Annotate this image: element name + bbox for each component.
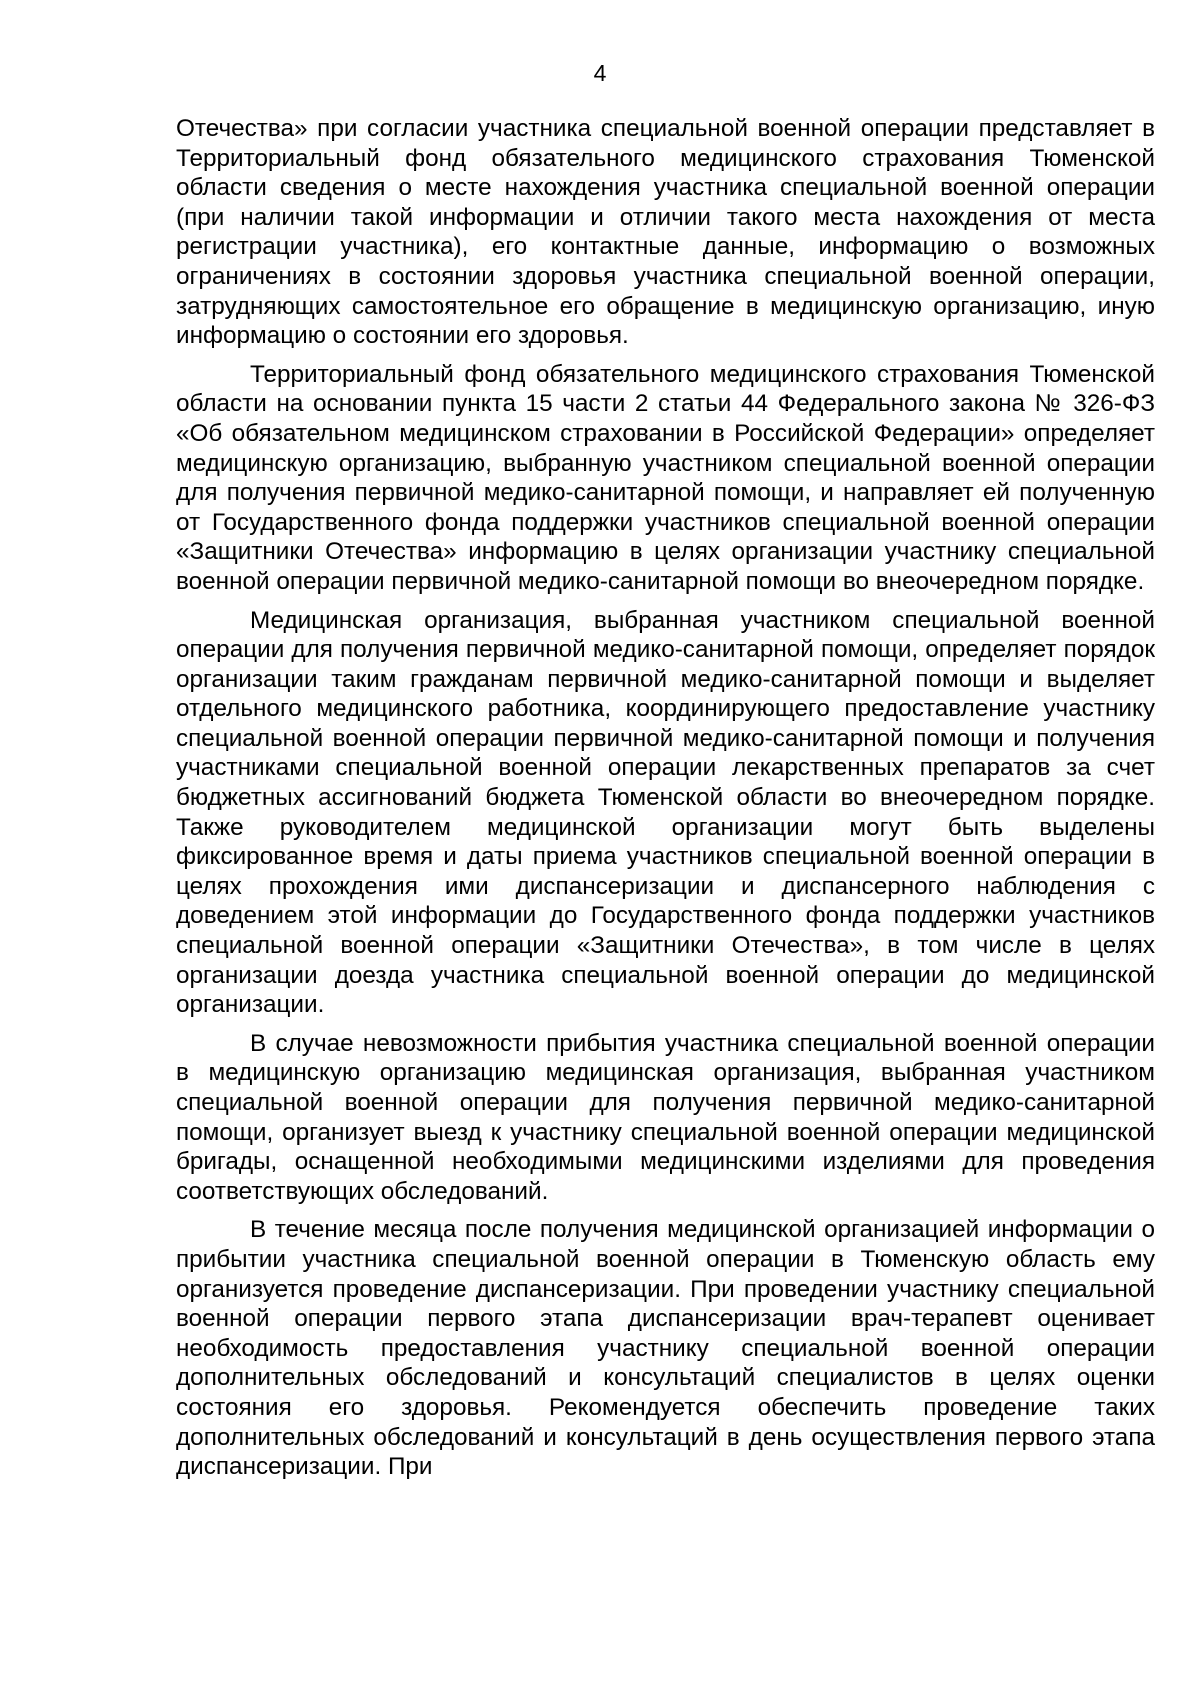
paragraph-4: В случае невозможности прибытия участника специальной военной операции в медицинскую организацию медицинская организация, выбранная участником специальной военной операции для получения первичной медико-санитарной помощи, организует выезд к участнику специальной военной операции медицинской бригады, оснащенной необходимыми медицинскими изделиями для проведения соответствующих обследований. [176,1029,1155,1205]
paragraph-3: Медицинская организация, выбранная участником специальной военной операции для получения первичной медико-санитарной помощи, определяет порядок организации таким гражданам первичной медико-санитарной помощи и выделяет отдельного медицинского работника, координирующего предоставление участнику специальной военной операции первичной медико-санитарной помощи и получения участниками специальной военной операции лекарственных препаратов за счет бюджетных ассигнований бюджета Тюменской области во внеочередном порядке. Также руководителем медицинской организации могут быть выделены фиксированное время и даты приема участников специальной военной операции в целях прохождения ими диспансеризации и диспансерного наблюдения с доведением этой информации до Государственного фонда поддержки участников специальной военной операции «Защитники Отечества», в том числе в целях организации доезда участника специальной военной операции до медицинской организации. [176,606,1155,1019]
paragraph-2: Территориальный фонд обязательного медицинского страхования Тюменской области на основании пункта 15 части 2 статьи 44 Федерального закона № 326-ФЗ «Об обязательном медицинском страховании в Российской Федерации» определяет медицинскую организацию, выбранную участником специальной военной операции для получения первичной медико-санитарной помощи, и направляет ей полученную от Государственного фонда поддержки участников специальной военной операции «Защитники Отечества» информацию в целях организации участнику специальной военной операции первичной медико-санитарной помощи во внеочередном порядке. [176,360,1155,595]
document-body [176,114,1155,1491]
page-number: 4 [593,60,607,86]
paragraph-5: В течение месяца после получения медицинской организацией информации о прибытии участника специальной военной операции в Тюменскую область ему организуется проведение диспансеризации. При проведении участнику специальной военной операции первого этапа диспансеризации врач-терапевт оценивает необходимость предоставления участнику специальной военной операции дополнительных обследований и консультаций специалистов в целях оценки состояния его здоровья. Рекомендуется обеспечить проведение таких дополнительных обследований и консультаций в день осуществления первого этапа диспансеризации. При [176,1216,1155,1481]
paragraph-1: Отечества» при согласии участника специальной военной операции представляет в Территориальный фонд обязательного медицинского страхования Тюменской области сведения о месте нахождения участника специальной военной операции (при наличии такой информации и отличии такого места нахождения от места регистрации участника), его контактные данные, информацию о возможных ограничениях в состоянии здоровья участника специальной военной операции, затрудняющих самостоятельное его обращение в медицинскую организацию, иную информацию о состоянии его здоровья. [176,115,1155,350]
